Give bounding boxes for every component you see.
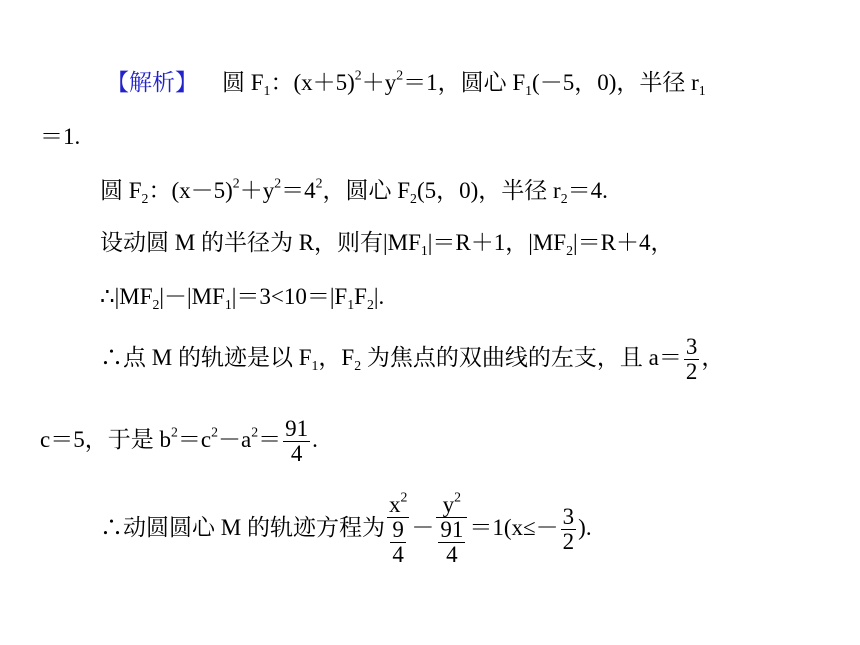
text: ＝1. bbox=[40, 124, 81, 149]
text: ＋y bbox=[239, 178, 275, 203]
solution-line-7 bbox=[40, 412, 318, 468]
fraction-denominator: 4 bbox=[290, 441, 303, 467]
text: ：(x－5) bbox=[148, 178, 233, 203]
text: F bbox=[354, 284, 367, 309]
text: ，圆心 F bbox=[322, 178, 411, 203]
text: ＝1，圆心 F bbox=[403, 70, 526, 95]
text: ∴点 M 的轨迹是以 F bbox=[100, 345, 312, 370]
nested-fraction bbox=[390, 518, 406, 567]
superscript: 2 bbox=[232, 175, 240, 191]
fraction-denominator bbox=[387, 518, 409, 567]
fraction-denominator: 4 bbox=[392, 541, 404, 567]
superscript: 2 bbox=[400, 489, 408, 505]
text: . bbox=[312, 427, 318, 452]
superscript: 2 bbox=[454, 489, 462, 505]
subscript: 1 bbox=[263, 82, 271, 98]
subscript: 1 bbox=[525, 82, 533, 98]
subscript: 2 bbox=[354, 357, 362, 373]
superscript: 2 bbox=[170, 424, 178, 440]
fraction-numerator bbox=[436, 489, 467, 518]
solution-line-8 bbox=[100, 488, 592, 568]
text: ：(x＋5) bbox=[270, 70, 355, 95]
text: －a bbox=[218, 427, 252, 452]
superscript: 2 bbox=[274, 175, 282, 191]
text: ＋y bbox=[361, 70, 397, 95]
solution-line-3 bbox=[100, 176, 608, 206]
text: (5，0)，半径 r bbox=[416, 178, 561, 203]
fraction-b-squared bbox=[283, 417, 310, 466]
text: 设动圆 M 的半径为 R，则有|MF bbox=[100, 230, 421, 255]
subscript: 2 bbox=[141, 190, 149, 206]
subscript: 1 bbox=[420, 242, 428, 258]
text: ＝4 bbox=[281, 178, 316, 203]
fraction-denominator bbox=[436, 518, 467, 567]
text: ＝1(x≤－ bbox=[469, 515, 559, 540]
text: ＝ bbox=[258, 427, 282, 452]
minus-sign: － bbox=[411, 515, 435, 540]
fraction-numerator: 91 bbox=[285, 416, 309, 442]
text: |＝3<10＝|F bbox=[231, 284, 348, 309]
text: |＝R＋1，|MF bbox=[427, 230, 567, 255]
subscript: 1 bbox=[311, 357, 319, 373]
subscript: 2 bbox=[566, 242, 573, 258]
solution-line-5 bbox=[100, 282, 384, 312]
fraction-denominator: 2 bbox=[685, 359, 698, 385]
text: ∴动圆圆心 M 的轨迹方程为 bbox=[100, 515, 385, 540]
text: |. bbox=[373, 284, 385, 309]
fraction-numerator: 9 bbox=[392, 516, 404, 542]
fraction-denominator: 2 bbox=[562, 529, 575, 555]
text: y bbox=[442, 491, 455, 517]
solution-line-4 bbox=[100, 228, 673, 258]
fraction-x-term bbox=[387, 489, 409, 567]
solution-line-1 bbox=[106, 68, 706, 98]
fraction-numerator: 3 bbox=[685, 334, 698, 360]
text: |＝R＋4， bbox=[573, 230, 674, 255]
text: x bbox=[388, 491, 401, 517]
fraction-numerator: 91 bbox=[440, 516, 464, 542]
fraction-numerator: 3 bbox=[562, 504, 575, 530]
subscript: 2 bbox=[152, 296, 160, 312]
fraction-denominator: 4 bbox=[446, 541, 458, 567]
text: ∴|MF bbox=[100, 284, 153, 309]
subscript: 1 bbox=[224, 296, 232, 312]
nested-fraction bbox=[438, 518, 465, 567]
superscript: 2 bbox=[251, 424, 259, 440]
analysis-tag: 【解析】 bbox=[106, 70, 198, 95]
fraction-y-term bbox=[436, 489, 467, 567]
subscript: 2 bbox=[366, 296, 374, 312]
text: ＝4. bbox=[567, 178, 608, 203]
fraction-bound bbox=[561, 505, 577, 554]
text: c＝5，于是 b bbox=[40, 427, 171, 452]
fraction-numerator bbox=[387, 489, 409, 518]
superscript: 2 bbox=[315, 175, 323, 191]
fraction-a bbox=[684, 335, 700, 384]
text: ). bbox=[578, 515, 592, 540]
superscript: 2 bbox=[211, 424, 218, 440]
subscript: 1 bbox=[347, 296, 355, 312]
solution-line-6 bbox=[100, 330, 724, 386]
subscript: 1 bbox=[698, 82, 706, 98]
text: |－|MF bbox=[159, 284, 225, 309]
text: ， bbox=[701, 345, 725, 370]
text: 圆 F bbox=[100, 178, 142, 203]
text: 为焦点的双曲线的左支，且 a＝ bbox=[361, 345, 682, 370]
subscript: 2 bbox=[410, 190, 417, 206]
text: ，F bbox=[318, 345, 355, 370]
solution-line-2 bbox=[40, 122, 80, 152]
text: ＝c bbox=[177, 427, 212, 452]
subscript: 2 bbox=[560, 190, 568, 206]
text: (－5，0)，半径 r bbox=[532, 70, 699, 95]
superscript: 2 bbox=[396, 67, 404, 83]
superscript: 2 bbox=[354, 67, 362, 83]
text: 圆 F bbox=[222, 70, 264, 95]
